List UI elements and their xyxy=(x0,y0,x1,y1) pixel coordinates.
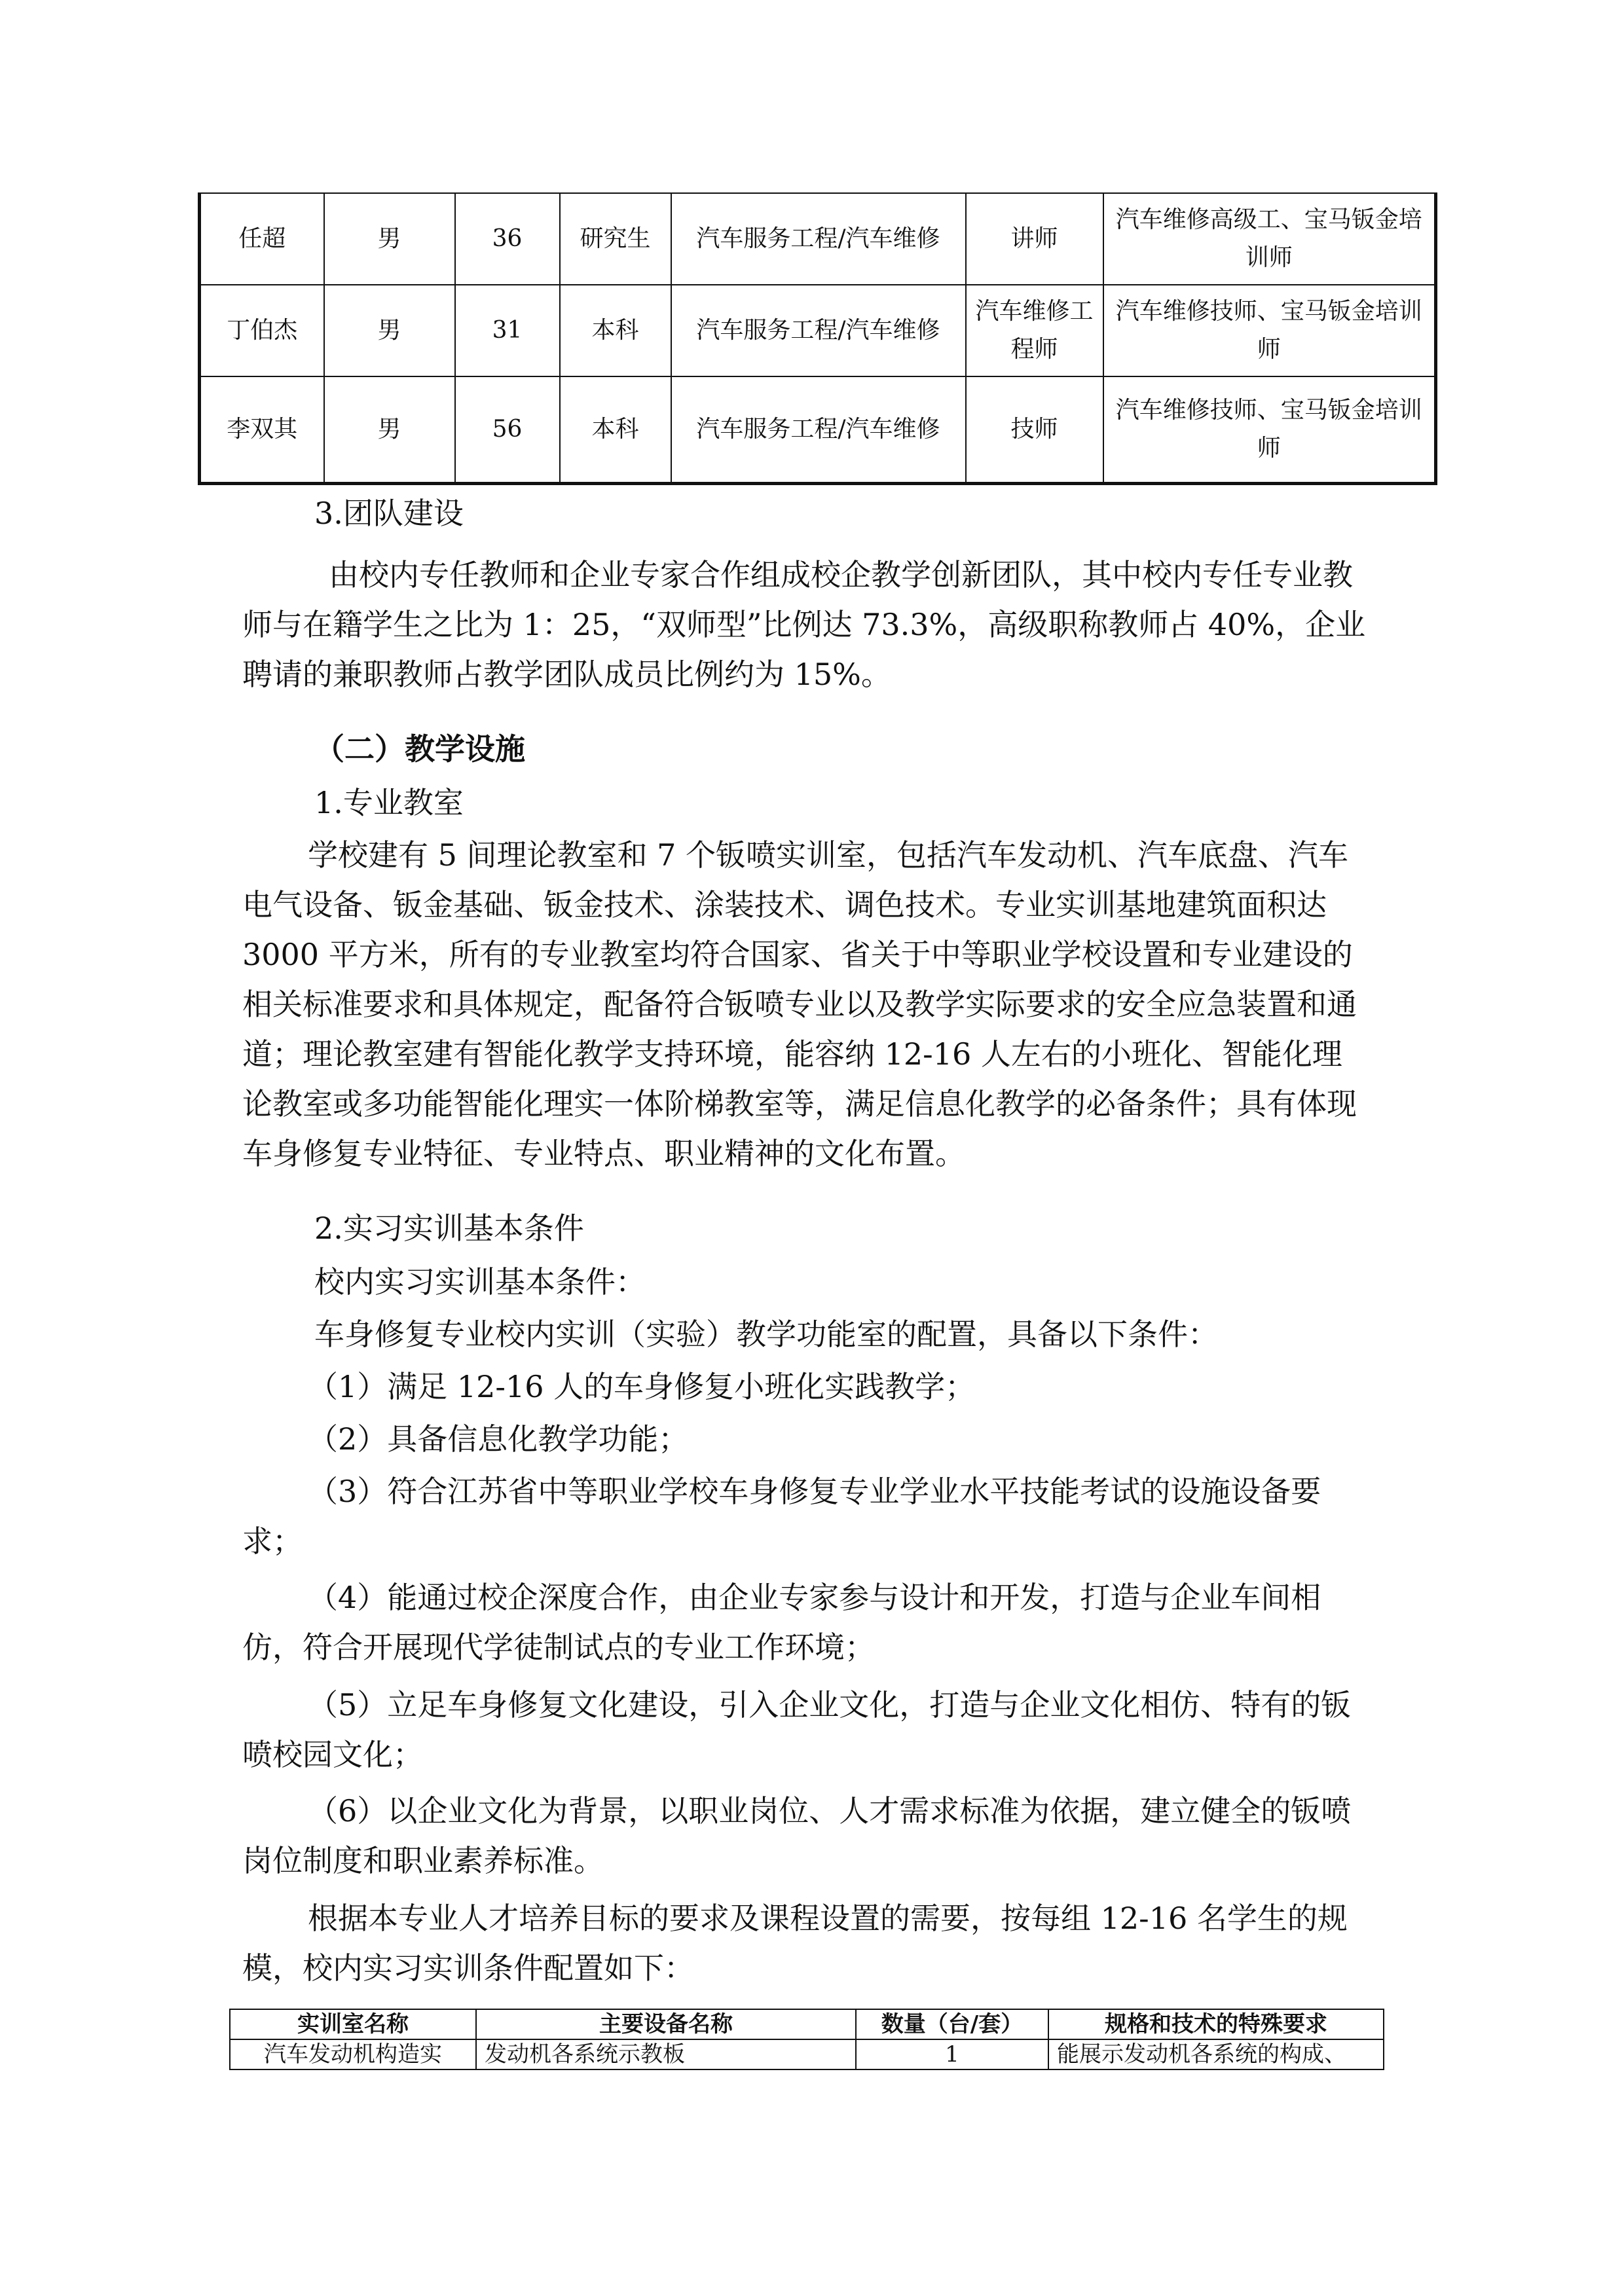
team-heading: 3.团队建设 xyxy=(314,496,464,531)
staff-gender: 男 xyxy=(324,193,455,285)
condition-item: （6）以企业文化为背景，以职业岗位、人才需求标准为依据，建立健全的钣喷岗位制度和职业素养标准。 xyxy=(242,1793,1352,1878)
condition-item: （5）立足车身修复文化建设，引入企业文化，打造与企业文化相仿、特有的钣喷校园文化； xyxy=(242,1687,1352,1772)
table-row xyxy=(200,193,1436,285)
staff-major: 汽车服务工程/汽车维修 xyxy=(671,193,966,285)
closing-paragraph: 根据本专业人才培养目标的要求及课程设置的需要，按每组 12-16 名学生的规模，校内实习实训条件配置如下： xyxy=(242,1901,1348,1986)
classroom-heading: 1.专业教室 xyxy=(314,785,464,820)
staff-major: 汽车服务工程/汽车维修 xyxy=(671,285,966,376)
equipment-name: 发动机各系统示教板 xyxy=(476,2039,856,2069)
section-heading: （二）教学设施 xyxy=(314,731,525,767)
staff-qualification: 汽车维修技师、宝马钣金培训师 xyxy=(1103,376,1436,484)
staff-major: 汽车服务工程/汽车维修 xyxy=(671,376,966,484)
staff-qualification: 汽车维修高级工、宝马钣金培训师 xyxy=(1103,193,1436,285)
team-paragraph: 由校内专任教师和企业专家合作组成校企教学创新团队，其中校内专任专业教师与在籍学生之比为 1：25，“双师型”比例达 73.3%，高级职称教师占 40%，企业聘请的兼职教师占教学团队成员比例约为 15%。 xyxy=(242,557,1366,692)
condition-item: （4）能通过校企深度合作，由企业专家参与设计和开发，打造与企业车间相仿，符合开展现代学徒制试点的专业工作环境； xyxy=(242,1580,1321,1665)
staff-title: 讲师 xyxy=(966,193,1103,285)
staff-age: 36 xyxy=(455,193,560,285)
column-header: 数量（台/套） xyxy=(856,2009,1048,2039)
staff-name: 李双其 xyxy=(200,376,324,484)
training-heading: 2.实习实训基本条件 xyxy=(314,1211,584,1246)
classroom-paragraph: 学校建有 5 间理论教室和 7 个钣喷实训室，包括汽车发动机、汽车底盘、汽车电气设备、钣金基础、钣金技术、涂装技术、调色技术。专业实训基地建筑面积达 3000 平方米，所有的专业教室均符合国家、省关于中等职业学校设置和专业建设的相关标准要求和具体规定，配备符合钣喷专业以及教学实际要求的安全应急装置和通道；理论教室建有智能化教学支持环境，能容纳 12-16 人左右的小班化、智能化理论教室或多功能智能化理实一体阶梯教室等，满足信息化教学的必备条件；具有体现车身修复专业特征、专业特点、职业精神的文化布置。 xyxy=(242,837,1357,1171)
staff-age: 56 xyxy=(455,376,560,484)
table-row xyxy=(200,285,1436,376)
condition-item: （1）满足 12-16 人的车身修复小班化实践教学； xyxy=(308,1369,976,1404)
staff-title: 技师 xyxy=(966,376,1103,484)
staff-qualification: 汽车维修技师、宝马钣金培训师 xyxy=(1103,285,1436,376)
staff-title: 汽车维修工程师 xyxy=(966,285,1103,376)
staff-name: 任超 xyxy=(200,193,324,285)
staff-gender: 男 xyxy=(324,376,455,484)
condition-item: （3）符合江苏省中等职业学校车身修复专业学业水平技能考试的设施设备要求； xyxy=(242,1474,1321,1559)
training-intro: 车身修复专业校内实训（实验）教学功能室的配置，具备以下条件： xyxy=(314,1317,1218,1352)
training-table xyxy=(229,2009,1384,2070)
room-name: 汽车发动机构造实 xyxy=(230,2039,476,2069)
staff-age: 31 xyxy=(455,285,560,376)
special-requirement: 能展示发动机各系统的构成、 xyxy=(1048,2039,1384,2069)
staff-education: 研究生 xyxy=(560,193,671,285)
table-header-row xyxy=(230,2009,1384,2039)
staff-table xyxy=(198,192,1437,485)
condition-item: （2）具备信息化教学功能； xyxy=(308,1421,689,1457)
training-subheading: 校内实习实训基本条件： xyxy=(314,1264,646,1300)
staff-name: 丁伯杰 xyxy=(200,285,324,376)
equipment-quantity: 1 xyxy=(856,2039,1048,2069)
staff-education: 本科 xyxy=(560,376,671,484)
staff-education: 本科 xyxy=(560,285,671,376)
column-header: 实训室名称 xyxy=(230,2009,476,2039)
column-header: 规格和技术的特殊要求 xyxy=(1048,2009,1384,2039)
table-row xyxy=(230,2039,1384,2069)
table-row xyxy=(200,376,1436,484)
column-header: 主要设备名称 xyxy=(476,2009,856,2039)
staff-gender: 男 xyxy=(324,285,455,376)
